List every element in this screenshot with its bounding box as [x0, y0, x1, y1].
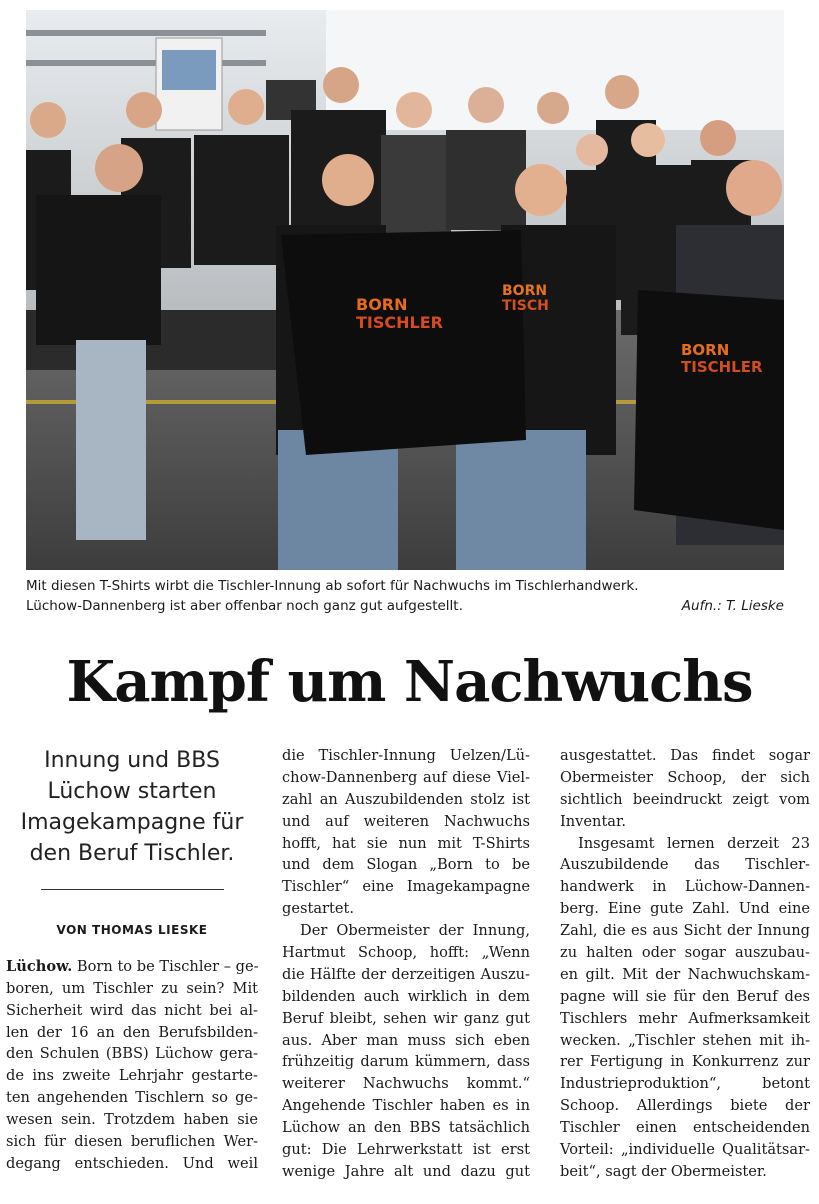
body-line: beit“, sagt der Obermeister.	[560, 1162, 767, 1180]
article-photo	[26, 10, 784, 570]
svg-text:TISCH: TISCH	[502, 298, 549, 314]
body-line: Tischlers mehr Aufmerksamkeit	[560, 1009, 810, 1027]
photo-credit: Aufn.: T. Lieske	[681, 598, 784, 614]
svg-text:BORN: BORN	[502, 283, 548, 299]
subhead-line: Imagekampagne für	[20, 810, 244, 835]
body-line: und dem Slogan „Born to be	[282, 856, 530, 874]
body-line: Obermeister Schoop, der sich	[560, 768, 810, 786]
column-1	[6, 745, 258, 1175]
body-line: chow-Dannenberg auf diese Viel-	[282, 768, 530, 786]
body-line: Vorteil: „individuelle Qualitätsar-	[560, 1141, 810, 1159]
body-line: Zahl, die es aus Sicht der Innung	[560, 922, 810, 940]
body-line: Auszubildende das Tischler-	[560, 856, 810, 874]
body-line: sich für diesen beruflichen Wer-	[6, 1133, 258, 1151]
body-line: Insgesamt lernen derzeit 23	[578, 834, 810, 852]
svg-text:TISCHLER: TISCHLER	[681, 358, 763, 376]
body-line: zu halten oder sogar auszubau-	[560, 944, 810, 962]
body-line: sichtlich beeindruckt zeigt vom	[560, 790, 810, 808]
body-line: pagne will sie für den Beruf des	[560, 987, 810, 1005]
column-2	[282, 745, 530, 1183]
body-line: de ins zweite Lehrjahr gestarte-	[6, 1067, 258, 1085]
body-line: Beruf bleibt, sehen wir ganz gut	[282, 1009, 530, 1027]
body-line: Angehende Tischler haben es in	[282, 1097, 530, 1115]
body-line: weiterer Nachwuchs kommt.“	[282, 1075, 530, 1093]
svg-text:BORN: BORN	[356, 295, 408, 314]
svg-text:BORN: BORN	[681, 341, 730, 359]
subhead-line: Innung und BBS	[44, 748, 220, 773]
body-line: frühzeitig darum kümmern, dass	[282, 1053, 530, 1071]
dateline: Lüchow.	[6, 957, 73, 975]
column-3	[560, 745, 810, 1183]
subhead-line: den Beruf Tischler.	[29, 841, 235, 866]
body-line: wecken. „Tischler stehen mit ih-	[560, 1031, 810, 1049]
body-line: und auf weiteren Nachwuchs	[282, 812, 530, 830]
body-line: Inventar.	[560, 812, 627, 830]
body-line: Schoop. Allerdings biete der	[560, 1097, 810, 1115]
body-line	[6, 956, 258, 978]
body-line: die Hälfte der derzeitigen Auszu-	[282, 965, 530, 983]
body-line: boren, um Tischler zu sein? Mit	[6, 979, 258, 997]
photo-caption	[26, 576, 786, 616]
body-line: Sicherheit wird das nicht bei al-	[6, 1001, 258, 1019]
body-line: en gilt. Mit der Nachwuchskam-	[560, 965, 810, 983]
body-line: len der 16 an den Berufsbilden-	[6, 1023, 258, 1041]
caption-line-1: Mit diesen T-Shirts wirbt die Tischler-Innung ab sofort für Nachwuchs im Tischlerhandwerk.	[26, 578, 639, 594]
body-line: handwerk in Lüchow-Dannen-	[560, 878, 810, 896]
body-line: ausgestattet. Das findet sogar	[560, 747, 810, 764]
body-line: gut: Die Lehrwerkstatt ist erst	[282, 1141, 530, 1159]
body-line: den Schulen (BBS) Lüchow gera-	[6, 1045, 258, 1063]
body-line: hofft, hat sie nun mit T-Shirts	[282, 834, 530, 852]
body-line: zahl an Auszubildenden stolz ist	[282, 790, 530, 808]
body-line: rer Fertigung in Konkurrenz zur	[560, 1053, 810, 1071]
body-line: aus. Aber man muss sich eben	[282, 1031, 530, 1049]
body-line: wesen sein. Trotzdem haben sie	[6, 1111, 258, 1129]
divider	[41, 889, 224, 890]
headline: Kampf um Nachwuchs	[66, 649, 753, 715]
body-line: die Tischler-Innung Uelzen/Lü-	[282, 747, 530, 764]
body-line: Lüchow an den BBS tatsächlich	[282, 1119, 530, 1137]
subhead-line: Lüchow starten	[47, 779, 217, 804]
body-line: Hartmut Schoop, hofft: „Wenn	[282, 944, 530, 962]
body-line: Industrieproduktion“, betont	[560, 1075, 810, 1093]
body-line: Tischler“ eine Imagekampagne	[282, 878, 530, 896]
svg-text:TISCHLER: TISCHLER	[356, 313, 443, 332]
body-line: Tischler einen entscheidenden	[560, 1119, 810, 1137]
body-line: Der Obermeister der Innung,	[300, 922, 530, 940]
byline: VON THOMAS LIESKE	[56, 923, 208, 937]
body-line: gestartet.	[282, 900, 355, 918]
body-line: wenige Jahre alt und dazu gut	[282, 1162, 530, 1180]
subheadline	[6, 745, 258, 869]
body-line: bildenden auch wirklich in dem	[282, 987, 530, 1005]
body-line: berg. Eine gute Zahl. Und eine	[560, 900, 810, 918]
caption-line-2: Lüchow-Dannenberg ist aber offenbar noch ganz gut aufgestellt.	[26, 598, 463, 614]
body-text: Born to be Tischler – ge-	[72, 957, 259, 975]
body-line: ten angehenden Tischlern so ge-	[6, 1089, 258, 1107]
body-line: degang entschieden. Und weil	[6, 1154, 258, 1172]
